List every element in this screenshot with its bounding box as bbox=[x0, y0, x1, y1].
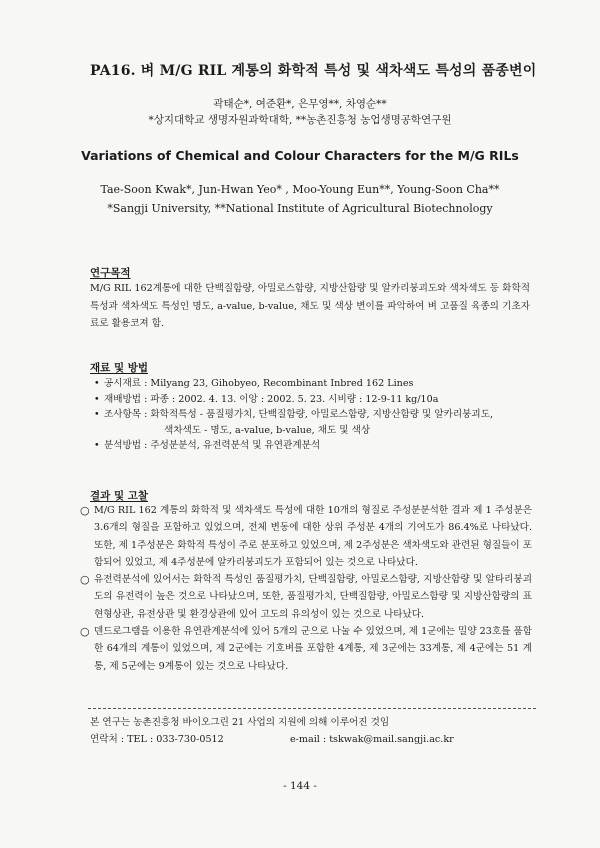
bullet-mark: • bbox=[94, 409, 100, 420]
english-authors: Tae-Soon Kwak*, Jun-Hwan Yeo* , Moo-Young Eun**, Young-Soon Cha** bbox=[100, 183, 500, 196]
bullet-mark: • bbox=[94, 393, 100, 405]
results-heading: 결과 및 고찰 bbox=[90, 490, 149, 502]
methods-item-text: 조사항목 : 화학적특성 - 품질평가치, 단백질함량, 아밀로스함량, 지방산함량 및 알카리붕괴도, bbox=[104, 409, 494, 420]
methods-item bbox=[94, 376, 534, 392]
results-item bbox=[80, 623, 532, 675]
circle-bullet-icon: ○ bbox=[80, 573, 90, 587]
contact-line bbox=[90, 731, 540, 748]
methods-continuation-text: 색차색도 - 명도, a-value, b-value, 채도 및 색상 bbox=[164, 424, 371, 436]
objective-heading: 연구목적 bbox=[90, 267, 131, 279]
contact-phone: 연락처 : TEL : 033-730-0512 bbox=[90, 734, 224, 745]
results-item bbox=[80, 571, 532, 623]
methods-item bbox=[94, 438, 534, 454]
methods-item-text: 공시재료 : Milyang 23, Gihobyeo, Recombinant Inbred 162 Lines bbox=[104, 378, 414, 389]
english-affiliation: *Sangji University, **National Institute of Agricultural Biotechnology bbox=[107, 202, 493, 215]
results-item-text: 유전력분석에 있어서는 화학적 특성인 품질평가치, 단백질함량, 아밀로스함량, 지방산함량 및 알타리붕괴도의 유전력이 높은 것으로 나타났으며, 또한, 품질평가치, 단백질함량, 아밀로스함량 및 지방산함량의 표현형상관, 유전상관 및 환경상관에 있어 고도의 유의성이 있는 것으로 나타났다. bbox=[94, 574, 532, 620]
methods-item-text: 분석방법 : 주성분분석, 유전력분석 및 유연관계분석 bbox=[104, 440, 321, 451]
footnote bbox=[90, 714, 540, 748]
results-list bbox=[80, 502, 532, 675]
korean-title: PA16. 벼 M/G RIL 계통의 화학적 특성 및 색차색도 특성의 품종변이 bbox=[90, 63, 537, 79]
funding-note: 본 연구는 농촌진흥청 바이오그린 21 사업의 지원에 의해 이루어진 것임 bbox=[90, 717, 390, 728]
results-item-text: M/G RIL 162 계통의 화학적 및 색차색도 특성에 대한 10개의 형질로 주성분분석한 결과 제 1 주성분은 3.6개의 형질을 포함하고 있었으며, 전체 변동에 대한 상위 주성분 4개의 기여도가 86.4%로 나타났다. 또한, 제 1주성분은 화학적 특성이 주로 분포하고 있었으며, 제 2주성분은 색차색도와 관련된 형질들이 포함되어 있었고, 제 4주성분에 알카리붕괴도가 포함되어 있는 것으로 나타났다. bbox=[94, 505, 532, 568]
objective-body: M/G RIL 162계통에 대한 단백질함량, 아밀로스함량, 지방산함량 및 알카리붕괴도와 색차색도 등 화학적 특성과 색차색도 특성인 명도, a-value, b-value, 채도 및 색상 변이를 파악하여 벼 고품질 육종의 기초자료로 활용코져 함. bbox=[90, 283, 530, 329]
korean-affiliation: *상지대학교 생명자원과학대학, **농촌진흥청 농업생명공학연구원 bbox=[148, 114, 452, 126]
english-authors-block bbox=[0, 180, 600, 218]
page-number: - 144 - bbox=[283, 780, 317, 792]
bullet-mark: • bbox=[94, 440, 100, 451]
methods-heading: 재료 및 방법 bbox=[90, 362, 149, 374]
korean-authors: 곽태순*, 여준환*, 은무영**, 차영순** bbox=[213, 98, 387, 110]
bullet-mark: • bbox=[94, 378, 100, 389]
english-title: Variations of Chemical and Colour Characters for the M/G RILs bbox=[81, 148, 519, 163]
methods-item-text: 재배방법 : 파종 : 2002. 4. 13. 이앙 : 2002. 5. 23. 시비량 : 12-9-11 kg/10a bbox=[104, 393, 439, 405]
footnote-divider bbox=[88, 708, 536, 709]
methods-item-continuation bbox=[94, 423, 534, 439]
methods-item bbox=[94, 392, 534, 408]
circle-bullet-icon: ○ bbox=[80, 625, 90, 639]
contact-email[interactable]: e-mail : tskwak@mail.sangji.ac.kr bbox=[290, 734, 454, 745]
methods-item bbox=[94, 407, 534, 423]
korean-authors-block bbox=[0, 96, 600, 128]
results-item bbox=[80, 502, 532, 571]
results-item-text: 덴드로그램을 이용한 유연관계분석에 있어 5개의 군으로 나눌 수 있었으며, 제 1군에는 밀양 23호를 품함한 64개의 계통이 있었으며, 제 2군에는 기호벼를 포함한 4계통, 제 3군에는 33계통, 제 4군에는 51 계통, 제 5군에는 9계통이 있는 것으로 나타났다. bbox=[94, 626, 532, 672]
methods-list bbox=[94, 376, 534, 454]
circle-bullet-icon: ○ bbox=[80, 504, 90, 517]
